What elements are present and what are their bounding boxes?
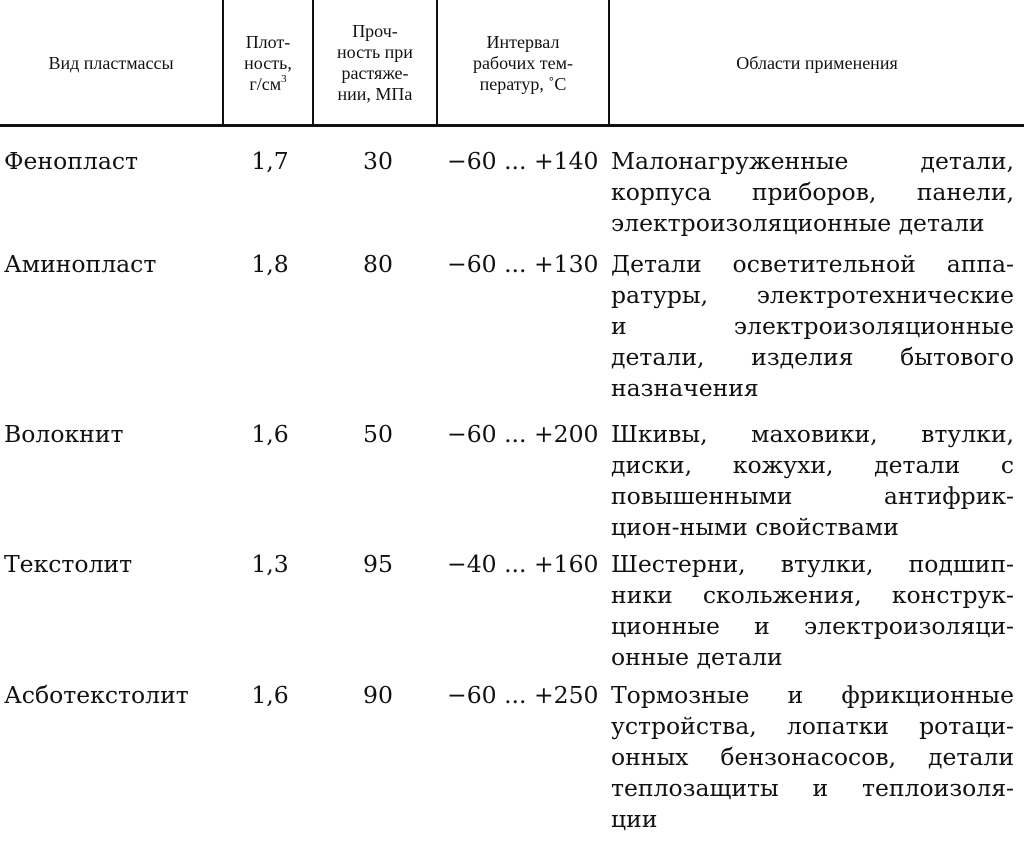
header-temperature: Интервал рабочих тем- ператур, ˚С — [472, 31, 574, 94]
header-rule — [0, 124, 1024, 127]
table-header — [0, 0, 1024, 126]
temperature-range: −40 ... +160 — [447, 550, 599, 578]
plastic-name: Аминопласт — [4, 250, 157, 278]
strength-value: 95 — [363, 550, 393, 578]
applications-text: Шестерни, втулки, подшип- ники скольжения, конструк- ционные и электроизоляци- онные детали — [611, 550, 1014, 671]
strength-value: 30 — [363, 147, 393, 175]
header-applications: Области применения — [736, 52, 898, 73]
temperature-range: −60 ... +250 — [447, 681, 599, 709]
applications-text: Малонагруженные детали, корпуса приборов, панели, электроизоляционные детали — [611, 147, 1014, 237]
density-value: 1,3 — [251, 550, 289, 578]
header-strength: Проч- ность при растяже- нии, МПа — [337, 21, 413, 104]
temperature-range: −60 ... +140 — [447, 147, 599, 175]
applications-text: Детали осветительной аппа- ратуры, электротехнические и электроизоляционные детали, изделия бытового назначения — [611, 250, 1014, 402]
strength-value: 80 — [363, 250, 393, 278]
temperature-range: −60 ... +200 — [447, 420, 599, 448]
strength-value: 90 — [363, 681, 393, 709]
plastic-name: Текстолит — [4, 550, 133, 578]
density-value: 1,8 — [251, 250, 289, 278]
plastic-name: Фенопласт — [4, 147, 138, 175]
plastic-name: Асботекстолит — [4, 681, 189, 709]
header-density: Плот- ность, $г/см^3$ — [244, 31, 292, 94]
temperature-range: −60 ... +130 — [447, 250, 599, 278]
strength-value: 50 — [363, 420, 393, 448]
density-value: 1,6 — [251, 681, 289, 709]
header-plastic-type: Вид пластмассы — [48, 52, 174, 73]
applications-text: Тормозные и фрикционные устройства, лопатки ротаци- онных бензонасосов, детали теплозащиты и теплоизоля- ции — [611, 681, 1014, 833]
density-value: 1,6 — [251, 420, 289, 448]
plastic-name: Волокнит — [4, 420, 124, 448]
applications-text: Шкивы, маховики, втулки, диски, кожухи, детали с повышенными антифрик- цион-ными свойствами — [611, 420, 1014, 541]
density-value: 1,7 — [251, 147, 289, 175]
